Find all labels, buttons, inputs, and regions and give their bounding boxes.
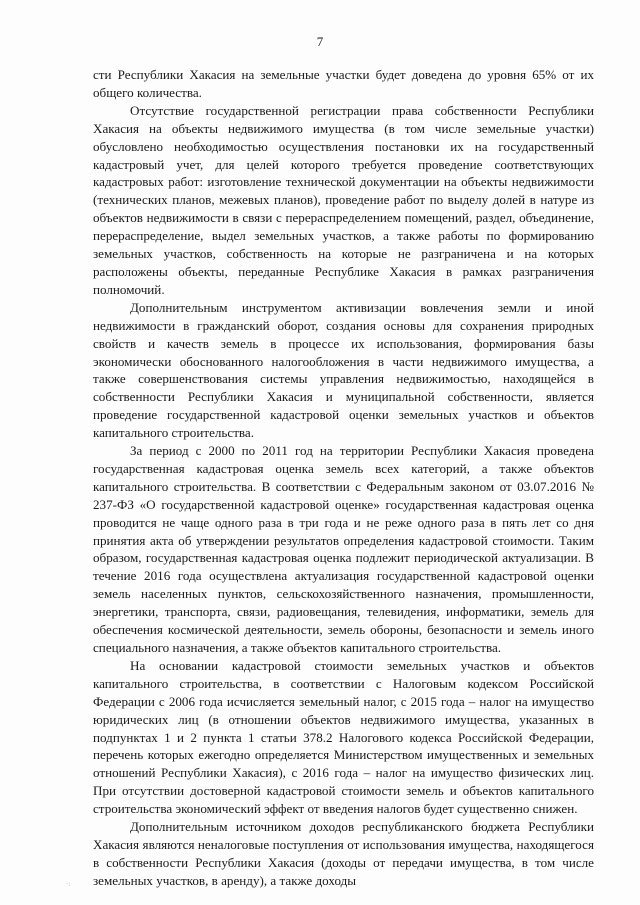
paragraph-tax-basis: На основании кадастровой стоимости земельных участков и объектов капитального строительства, в соответствии с Налоговым кодексом Российской Федерации с 2006 года исчисляется земельный налог, с 2015 года – налог на имущество юридических лиц (в отношении объектов недвижимого имущества, указанных в подпунктах 1 и 2 пункта 1 статьи 378.2 Налогового кодекса Российской Федерации, перечень которых ежегодно определяется Министерством имущественных и земельных отношений Республики Хакасия), с 2016 года – налог на имущество физических лиц. При отсутствии достоверной кадастровой стоимости земель и объектов капитального строительства экономический эффект от введения налогов будет существенно снижен. xyxy=(93,657,594,817)
paragraph-additional-revenue: Дополнительным источником доходов республиканского бюджета Республики Хакасия являются неналоговые поступления от использования имущества, находящегося в собственности Республики Хакасия (доходы от передачи имущества, в том числе земельных участков, в аренду), а также доходы xyxy=(93,819,594,888)
document-body xyxy=(93,66,594,890)
scan-artifact-mark: ·: xyxy=(66,880,71,888)
paragraph-valuation-period: За период с 2000 по 2011 год на территории Республики Хакасия проведена государственная кадастровая оценка земель всех категорий, а также объектов капитального строительства. В соответствии с Федеральным законом от 03.07.2016 № 237-ФЗ «О государственной кадастровой оценке» государственная кадастровая оценка проводится не чаще одного раза в три года и не реже одного раза в пять лет со дня принятия акта об утверждении результатов определения кадастровой стоимости. Таким образом, государственная кадастровая оценка подлежит периодической актуализации. В течение 2016 года осуществлена актуализация государственной кадастровой оценки земель населенных пунктов, сельскохозяйственного назначения, промышленности, энергетики, транспорта, связи, радиовещания, телевидения, информатики, земель для обеспечения космической деятельности, земель обороны, безопасности и земель иного специального назначения, а также объектов капитального строительства. xyxy=(93,443,594,655)
paragraph-registration: Отсутствие государственной регистрации права собственности Республики Хакасия на объекты недвижимого имущества (в том числе земельные участки) обусловлено необходимостью осуществления постановки их на государственный кадастровый учет, для целей которого требуется проведение соответствующих кадастровых работ: изготовление технической документации на объекты недвижимости (технических планов, межевых планов), проведение работ по выделу долей в натуре из объектов недвижимости в связи с перераспределением помещений, раздел, объединение, перераспределение, выдел земельных участков, а также работы по формированию земельных участков, собственность на которые не разграничена и на которых расположены объекты, переданные Республике Хакасия в рамках разграничения полномочий. xyxy=(93,102,594,297)
page-number: 7 xyxy=(316,34,324,49)
paragraph-continuation: сти Республики Хакасия на земельные участки будет доведена до уровня 65% от их общего количества. xyxy=(93,67,594,100)
paragraph-cadastral-valuation-tool: Дополнительным инструментом активизации вовлечения земли и иной недвижимости в гражданский оборот, создания основы для сохранения природных свойств и качеств земель в процессе их использования, формирования базы экономически обоснованного налогообложения в части недвижимого имущества, а также совершенствования системы управления недвижимостью, находящейся в собственности Республики Хакасия и муниципальной собственности, является проведение государственной кадастровой оценки земельных участков и объектов капитального строительства. xyxy=(93,299,594,441)
